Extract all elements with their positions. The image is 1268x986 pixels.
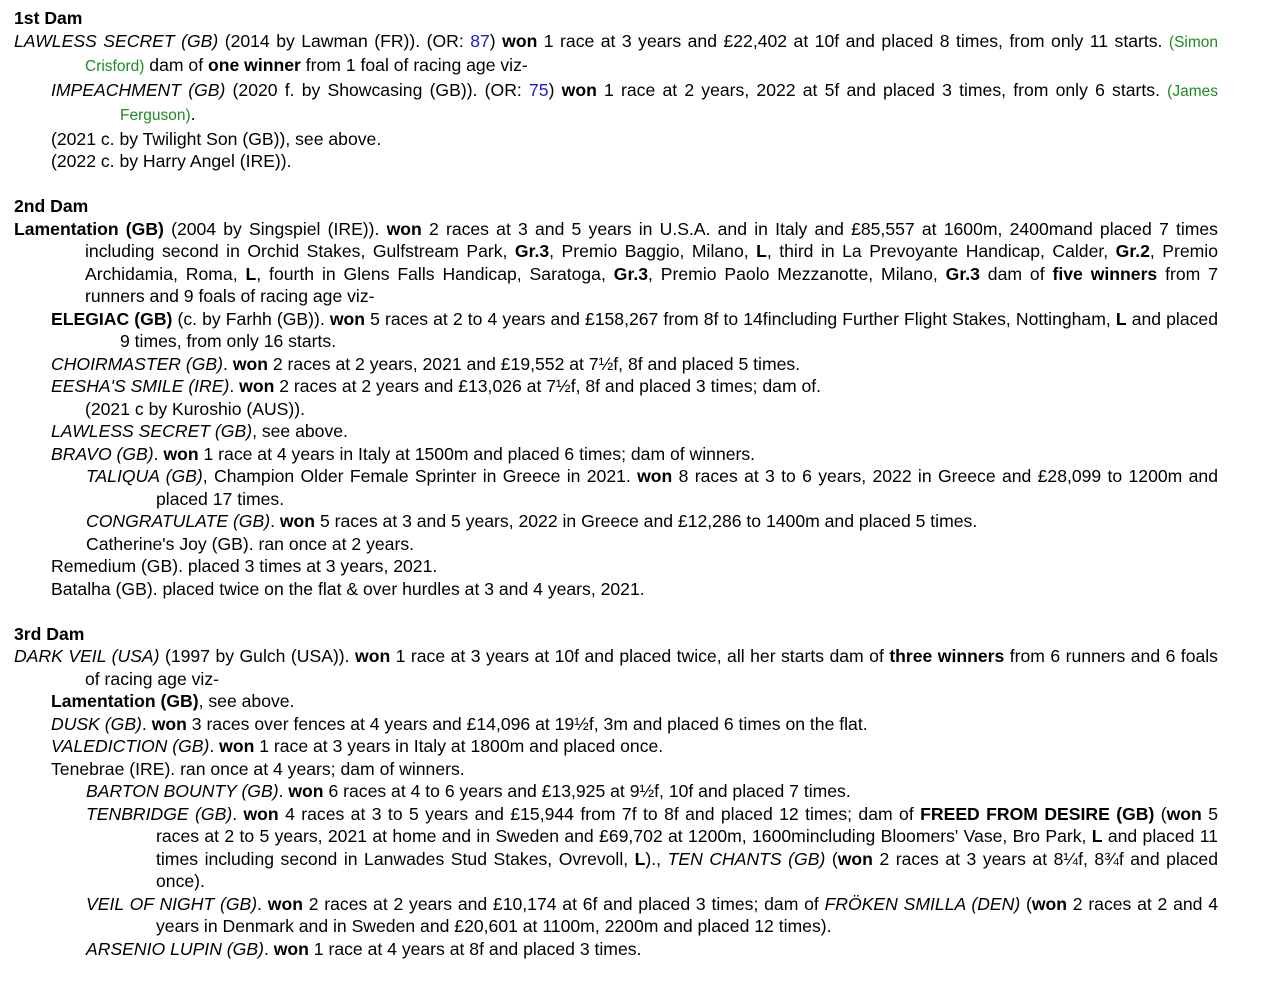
entry-text: 5 races at 2 to 4 years and £158,267 from 8f to 14fincluding Further Flight Stakes, Nottingham, [365,308,1116,329]
official-rating: 75 [529,79,549,100]
entry-text: ELEGIAC (GB) [51,308,173,329]
entry-text: BRAVO (GB) [51,443,154,464]
entry-text: . [141,713,152,734]
entry-text: FRÖKEN SMILLA (DEN) [824,893,1021,914]
entry-text: . [263,938,274,959]
entry-text: from 6 runners and 6 foals of racing age viz- [85,646,1218,689]
entry-text: 4 races at 3 to 5 years and £15,944 from 7f to 8f and placed 12 times; dam of [278,803,921,824]
entry-text: 2 races at 2 years and £13,026 at 7½f, 8f and placed 3 times; dam of. [274,376,822,396]
entry-text: won [243,803,279,824]
entry-text: , Champion Older Female Sprinter in Greece in 2021. [202,466,638,486]
entry-text: Lamentation (GB) [14,218,164,239]
entry-text: (2020 f. by Showcasing (GB)). (OR: [225,79,529,100]
entry-text: 3 races over fences at 4 years and £14,096 at 19½f, 3m and placed 6 times on the flat. [186,713,868,734]
entry-text: won [279,511,316,531]
pedigree-entry [14,645,1218,690]
pedigree-entry [14,30,1218,79]
entry-text: )., [645,848,668,869]
entry-text: VEIL OF NIGHT (GB) [86,893,258,914]
entry-text: 2 races at 3 and 5 years in U.S.A. and in Italy and £85,557 at 1600m, 2400mand placed 7 times including second in Orchid Stakes, Gulfstream Park, [85,218,1218,261]
pedigree-entry [14,780,1218,803]
entry-text: 2 races at 2 and 4 years in Denmark and in Sweden and £20,601 at 1100m, 2200m and placed 12 times). [156,893,1218,936]
entry-text: . [232,803,244,824]
entry-text: (2014 by Lawman (FR)). (OR: [218,30,471,51]
entry-text: L [1115,308,1127,329]
entry-text: L [1091,826,1103,846]
pedigree-entry [14,690,1218,713]
entry-text: . [229,376,240,396]
entry-text: ) [489,30,503,51]
entry-text: (1997 by Gulch (USA)). [159,646,356,666]
entry-text: won [329,308,366,329]
entry-text: VALEDICTION (GB) [51,736,210,756]
entry-text: won [267,893,303,914]
trainer-note: (Simon Crisford) [85,33,1219,75]
entry-text: 1 race at 3 years and £22,402 at 10f and placed 8 times, from only 11 starts. [537,30,1169,51]
entry-text: won [163,443,199,464]
entry-text: BARTON BOUNTY (GB) [86,781,279,801]
entry-text: , see above. [198,691,295,711]
entry-text: Gr.3 [945,263,980,284]
section-heading: 1st Dam [14,8,83,28]
pedigree-entry [14,938,1218,961]
entry-text: Gr.3 [514,241,550,261]
entry-text: Gr.2 [1115,241,1150,261]
pedigree-entry [14,735,1218,758]
entry-text: one winner [208,55,301,75]
entry-text: , Premio Archidamia, Roma, [85,241,1218,284]
pedigree-entry [14,398,1218,421]
entry-text: . [278,781,289,801]
pedigree-entry [14,803,1218,893]
pedigree-entry [14,308,1218,353]
entry-text: won [288,781,324,801]
entry-text: (2022 c. by Harry Angel (IRE)). [51,151,292,171]
entry-text: Batalha (GB). placed twice on the flat & over hurdles at 3 and 4 years, 2021. [51,578,645,599]
entry-text: won [1166,803,1202,824]
pedigree-entry [14,353,1218,376]
entry-text: 1 race at 3 years at 10f and placed twice, all her starts dam of [390,646,890,666]
entry-text: won [637,466,673,486]
entry-text: , see above. [252,421,348,441]
entry-text: ) [548,79,562,100]
pedigree-entry [14,533,1218,556]
pedigree-entry [14,79,1218,128]
entry-text: 5 races at 3 and 5 years, 2022 in Greece and £12,286 to 1400m and placed 5 times. [315,511,978,531]
entry-text: won [837,848,873,869]
entry-text: from 7 runners and 9 foals of racing age viz- [85,263,1218,306]
entry-text: LAWLESS SECRET (GB) [51,421,253,441]
pedigree-entry [14,758,1218,781]
entry-text: 5 races at 2 to 5 years, 2021 at home and in Sweden and £69,702 at 1200m, 1600mincluding Bloomers' Vase, Bro Park, [156,803,1218,846]
section-spacer [14,173,1218,196]
section-heading: 2nd Dam [14,196,89,216]
entry-text: won [1031,893,1068,914]
entry-text: won [502,30,538,51]
entry-text: ( [825,848,838,869]
official-rating: 87 [470,30,490,51]
entry-text: L [756,241,767,261]
entry-text: DARK VEIL (USA) [14,646,160,666]
entry-text: CHOIRMASTER (GB) [51,353,224,374]
trainer-note: (James Ferguson) [120,82,1218,124]
entry-text: ARSENIO LUPIN (GB) [86,938,264,959]
entry-text: Catherine's Joy (GB). ran once at 2 years. [86,533,415,554]
entry-text: , Premio Baggio, Milano, [549,241,757,261]
pedigree-entry [14,375,1218,398]
entry-text: 1 race at 2 years, 2022 at 5f and placed 3 times, from only 6 starts. [596,79,1168,100]
pedigree-document [14,7,1218,960]
entry-text: 2 races at 3 years at 8¼f, 8¾f and placed once). [156,848,1218,891]
entry-text: and placed 9 times, from only 16 starts. [120,308,1218,351]
entry-text: TEN CHANTS (GB) [667,848,826,869]
entry-text: (2021 c by Kuroshio (AUS)). [85,398,306,419]
entry-text: won [355,646,391,666]
pedigree-entry [14,713,1218,736]
entry-text: five winners [1052,263,1158,284]
pedigree-entry [14,218,1218,308]
entry-text: L [634,848,646,869]
entry-text: won [219,736,255,756]
entry-text: , third in La Prevoyante Handicap, Calder, [766,241,1116,261]
entry-text: 1 race at 4 years in Italy at 1500m and placed 6 times; dam of winners. [198,443,756,464]
pedigree-entry [14,420,1218,443]
entry-text: won [561,79,597,100]
pedigree-entry [14,465,1218,510]
entry-text: (2004 by Singspiel (IRE)). [163,218,387,239]
pedigree-entry [14,510,1218,533]
section-heading: 3rd Dam [14,623,85,644]
entry-text: and placed 11 times including second in Lanwades Stud Stakes, Ovrevoll, [156,826,1218,869]
pedigree-entry [14,893,1218,938]
entry-text: three winners [889,646,1005,666]
entry-text: . [190,104,196,124]
entry-text: Tenebrae (IRE). ran once at 4 years; dam of winners. [51,758,465,779]
entry-text: TENBRIDGE (GB) [86,803,233,824]
entry-text: dam of [144,55,208,75]
entry-text: won [273,938,309,959]
entry-text: CONGRATULATE (GB) [86,511,271,531]
pedigree-entry [14,578,1218,601]
entry-text: L [245,263,257,284]
entry-text: won [386,218,422,239]
entry-text: won [151,713,187,734]
entry-text: . [257,893,268,914]
entry-text: , Premio Paolo Mezzanotte, Milano, [648,263,946,284]
entry-text: 2 races at 2 years, 2021 and £19,552 at 7½f, 8f and placed 5 times. [268,353,801,374]
entry-text: 2 races at 2 years and £10,174 at 6f and placed 3 times; dam of [302,893,825,914]
entry-text: ( [1020,893,1032,914]
entry-text: . [153,443,164,464]
entry-text: TALIQUA (GB) [86,466,203,486]
entry-text: . [209,736,220,756]
entry-text: . [270,511,280,531]
entry-text: (2021 c. by Twilight Son (GB)), see above. [51,128,382,149]
entry-text: Lamentation (GB) [51,691,199,711]
entry-text: DUSK (GB) [51,713,142,734]
entry-text: from 1 foal of racing age viz- [300,55,528,75]
entry-text: Remedium (GB). placed 3 times at 3 years, 2021. [51,556,438,576]
entry-text: 1 race at 3 years in Italy at 1800m and placed once. [254,736,664,756]
section-spacer [14,600,1218,623]
entry-text: 6 races at 4 to 6 years and £13,925 at 9½f, 10f and placed 7 times. [323,781,851,801]
entry-text: Gr.3 [613,263,648,284]
entry-text: EESHA'S SMILE (IRE) [51,376,230,396]
entry-text: (c. by Farhh (GB)). [172,308,330,329]
entry-text: won [239,376,275,396]
entry-text: FREED FROM DESIRE (GB) [920,803,1155,824]
entry-text: 1 race at 4 years at 8f and placed 3 times. [308,938,642,959]
pedigree-entry [14,555,1218,578]
entry-text: ( [1154,803,1167,824]
entry-text: IMPEACHMENT (GB) [51,79,226,100]
entry-text: won [232,353,268,374]
pedigree-entry [14,128,1218,151]
pedigree-entry [14,443,1218,466]
entry-text: LAWLESS SECRET (GB) [14,30,219,51]
entry-text: . [223,353,233,374]
entry-text: dam of [979,263,1053,284]
entry-text: 8 races at 3 to 6 years, 2022 in Greece and £28,099 to 1200m and placed 17 times. [156,466,1218,509]
pedigree-entry [14,150,1218,173]
entry-text: , fourth in Glens Falls Handicap, Saratoga, [256,263,614,284]
